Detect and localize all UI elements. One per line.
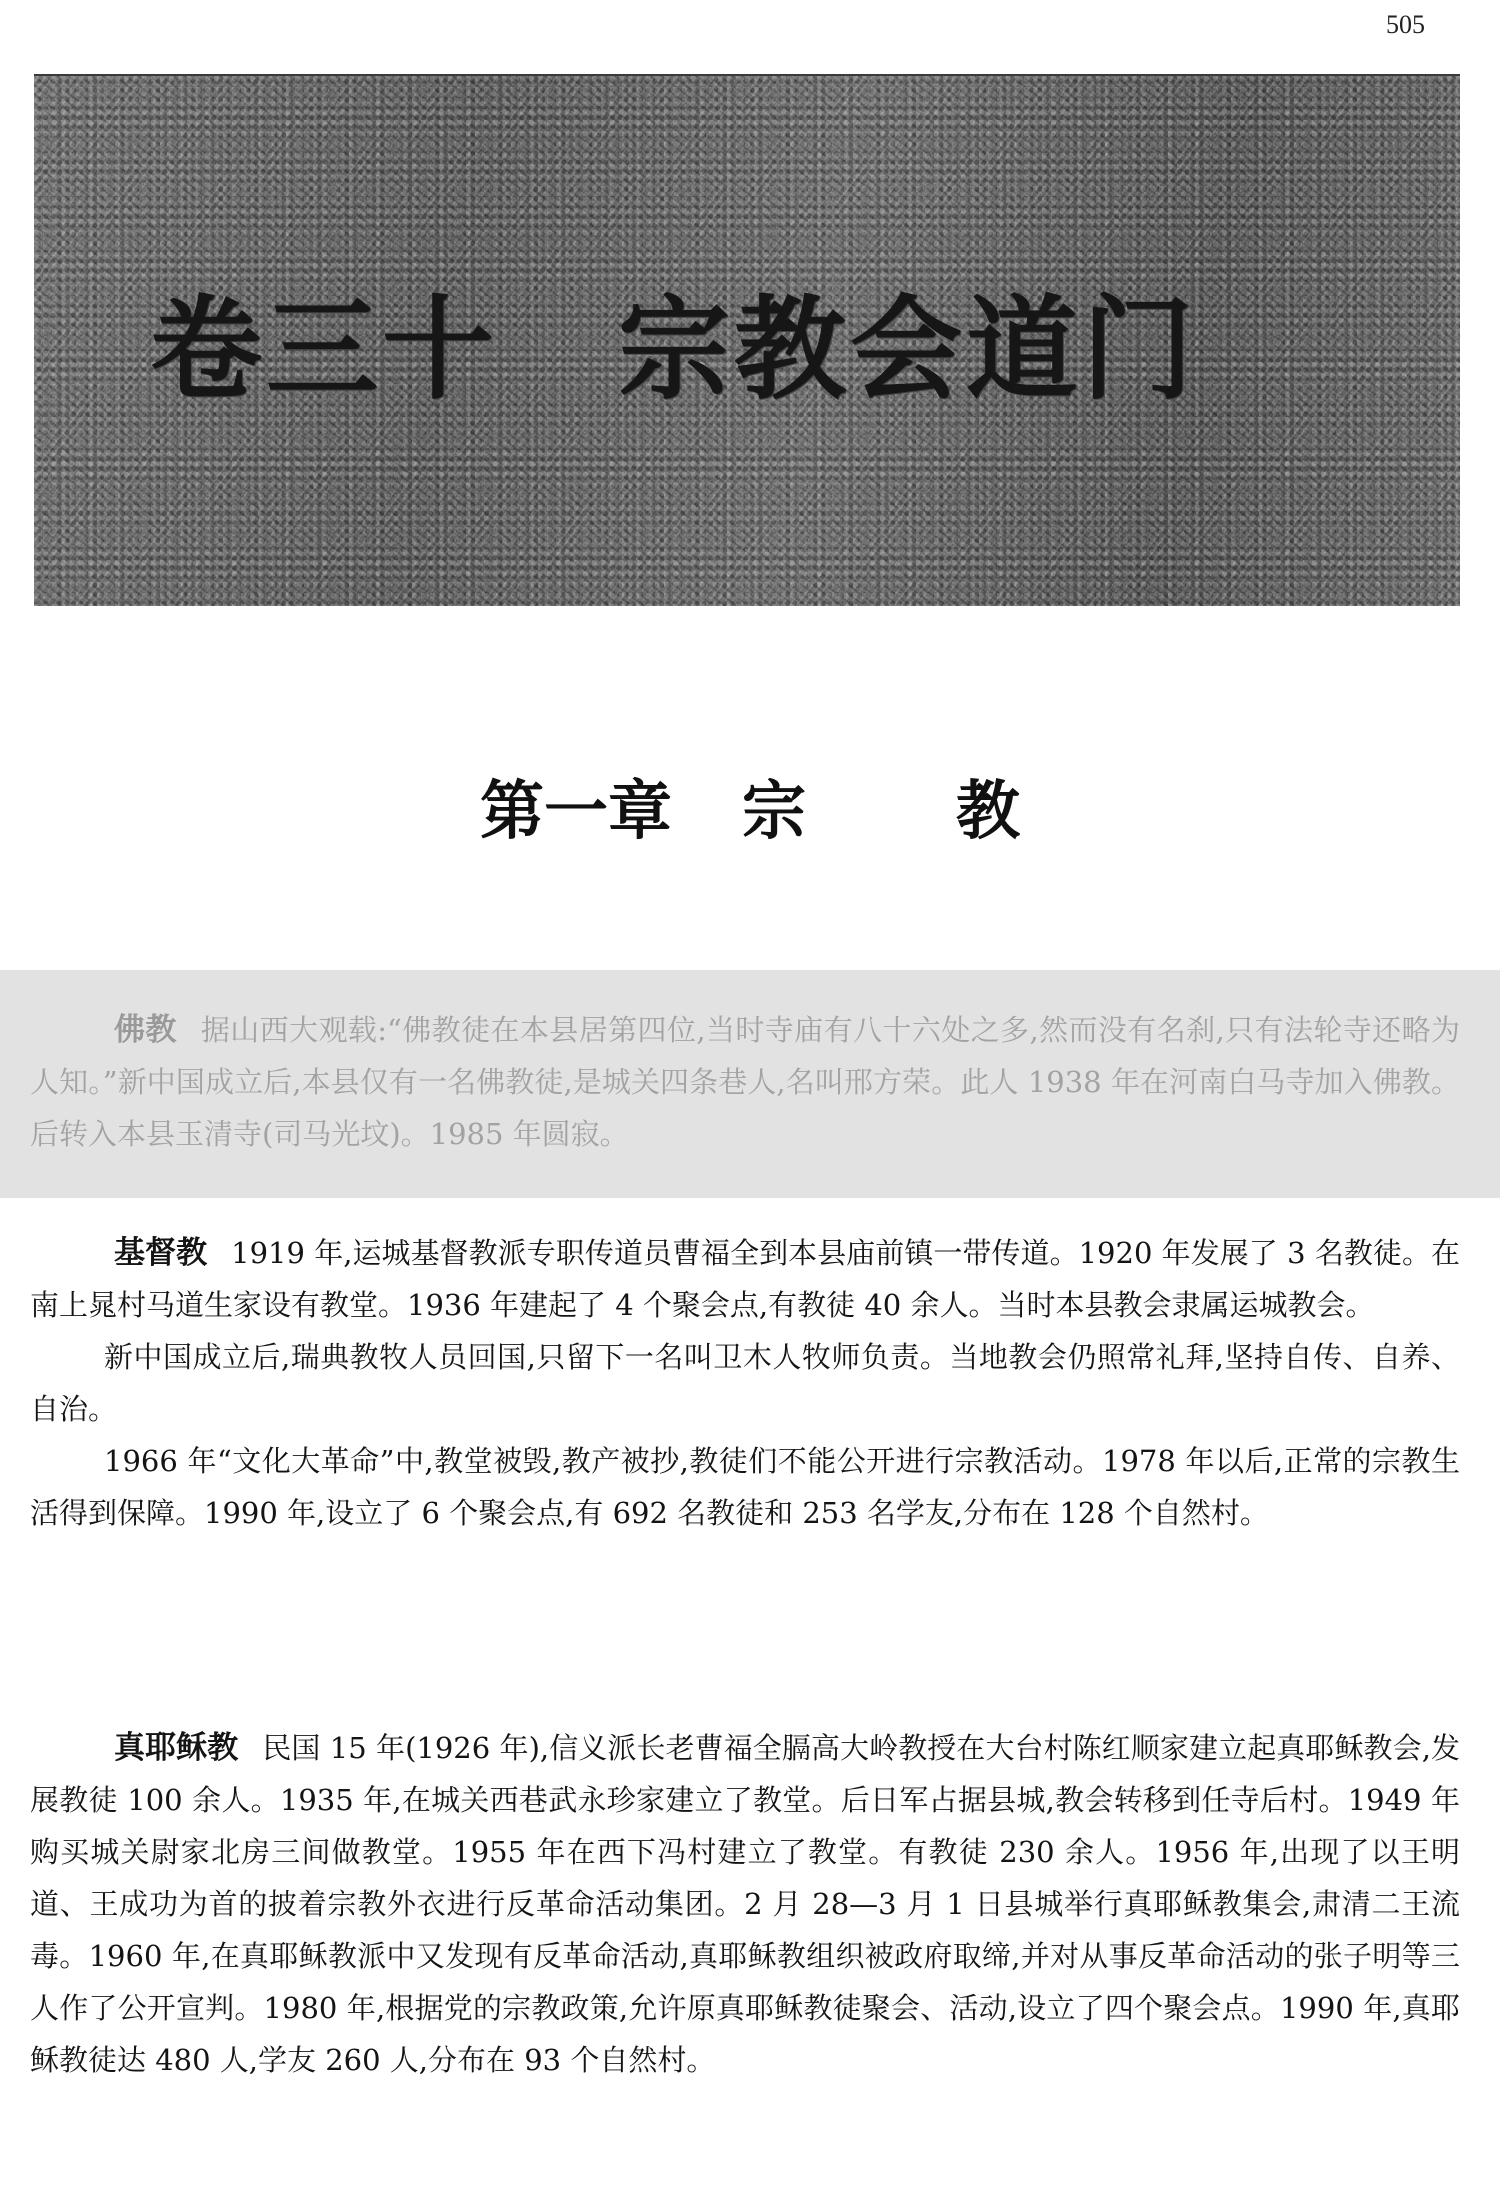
section-heading-true-jesus: 真耶稣教 [114, 1730, 239, 1766]
chapter-name-part2: 教 [956, 775, 1020, 849]
paragraph-text: 民国 15 年(1926 年),信义派长老曹福全膈高大岭教授在大台村陈红顺家建立起真耶稣教会,发展教徒 100 余人。1935 年,在城关西巷武永珍家建立了教堂。后日军占据县城,教会转移到任寺后村。1949 年购买城关尉家北房三间做教堂。1955 年在西下冯村建立了教堂。有教徒 230 余人。1956 年,出现了以王明道、王成功为首的披着宗教外衣进行反革命活动集团。2 月 28—3 月 1 日县城举行真耶稣教集会,肃清二王流毒。1960 年,在真耶稣教派中又发现有反革命活动,真耶稣教组织被政府取缔,并对从事反革命活动的张子明等三人作了公开宣判。1980 年,根据党的宗教政策,允许原真耶稣教徒聚会、活动,设立了四个聚会点。1990 年,真耶稣教徒达 480 人,学友 260 人,分布在 93 个自然村。 [30, 1731, 1460, 2077]
paragraph [30, 1722, 1460, 2086]
paragraph: 1966 年“文化大革命”中,教堂被毁,教产被抄,教徒们不能公开进行宗教活动。1978 年以后,正常的宗教生活得到保障。1990 年,设立了 6 个聚会点,有 692 名教徒和 253 名学友,分布在 128 个自然村。 [30, 1444, 1460, 1530]
section-heading-christianity: 基督教 [114, 1235, 208, 1271]
chapter-number: 第一章 [480, 775, 672, 849]
section-christianity [30, 1227, 1460, 1539]
chapter-title [0, 760, 1500, 852]
section-true-jesus-church [30, 1722, 1460, 2086]
section-heading-buddhism: 佛教 [114, 1012, 177, 1048]
paragraph [30, 1227, 1460, 1331]
page-number: 505 [1386, 10, 1425, 39]
chapter-name-part1: 宗 [742, 775, 806, 849]
paragraph-text: 1919 年,运城基督教派专职传道员曹福全到本县庙前镇一带传道。1920 年发展了 3 名教徒。在南上晁村马道生家设有教堂。1936 年建起了 4 个聚会点,有教徒 40 余人。当时本县教会隶属运城教会。 [30, 1236, 1461, 1322]
volume-title [150, 260, 1350, 421]
volume-topic: 宗教会道门 [618, 285, 1198, 415]
section-buddhism [30, 1004, 1460, 1160]
paragraph-text: 据山西大观载:“佛教徒在本县居第四位,当时寺庙有八十六处之多,然而没有名刹,只有法轮寺还略为人知。”新中国成立后,本县仅有一名佛教徒,是城关四条巷人,名叫邢方荣。此人 1938 年在河南白马寺加入佛教。后转入本县玉清寺(司马光坟)。1985 年圆寂。 [30, 1013, 1461, 1151]
volume-number: 卷三十 [150, 285, 498, 415]
paragraph [30, 1004, 1460, 1160]
paragraph: 新中国成立后,瑞典教牧人员回国,只留下一名叫卫木人牧师负责。当地教会仍照常礼拜,坚持自传、自养、自治。 [30, 1340, 1460, 1426]
